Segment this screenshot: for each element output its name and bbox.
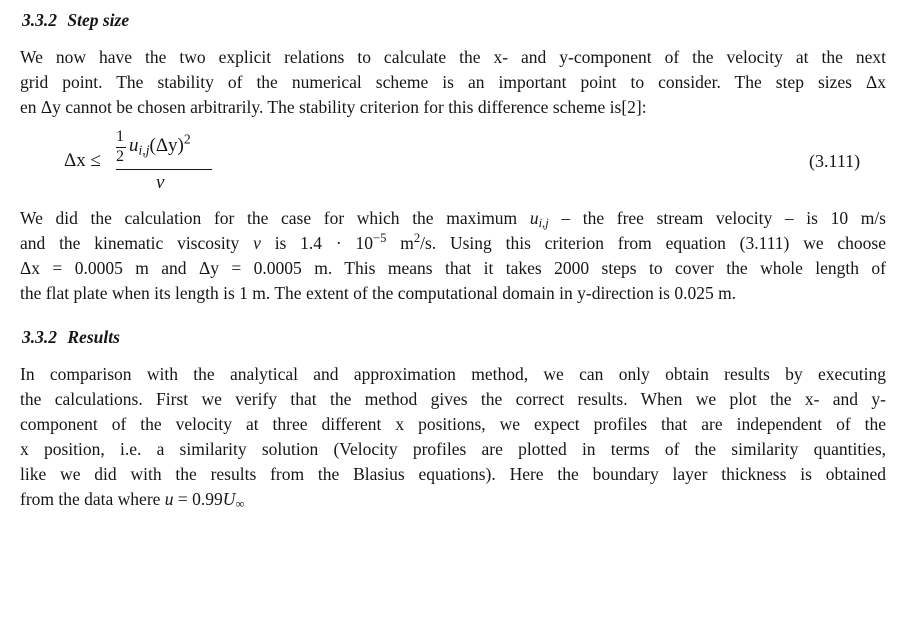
text-line: like we did with the results from the Blasius equations). Here the boundary layer thickness is obtained — [20, 464, 886, 484]
text-run: We did the calculation for the case for which the maximum — [20, 208, 530, 228]
text-run: is 1.4 · 10 — [260, 233, 373, 253]
text-run: from the data where — [20, 489, 165, 509]
section-number: 3.3.2 — [22, 327, 57, 347]
text-line: en Δy cannot be chosen arbitrarily. The stability criterion for this difference scheme is[2]: — [20, 97, 647, 117]
text-line — [20, 206, 886, 231]
equation-fraction — [116, 128, 212, 198]
section-number: 3.3.2 — [22, 10, 57, 30]
velocity-symbol: u — [129, 135, 139, 156]
exponent: −5 — [373, 231, 387, 246]
section-heading-results — [22, 327, 120, 348]
text-line: component of the velocity at three different x positions, we expect profiles that are independent of the — [20, 414, 886, 434]
equation-number: (3.111) — [809, 151, 861, 171]
section-heading-step-size — [22, 10, 129, 31]
velocity-symbol: u — [164, 489, 174, 509]
fraction-bar — [116, 169, 212, 170]
exponent: 2 — [413, 231, 421, 246]
text-line: x position, i.e. a similarity solution (Velocity profiles are plotted in terms of the similarity quantities, — [20, 439, 886, 459]
text-run: – the free stream velocity – is 10 m/s — [548, 208, 886, 228]
equation-lhs: Δx ≤ — [64, 150, 101, 171]
text-run: m — [386, 233, 414, 253]
text-run: and the kinematic viscosity — [20, 233, 254, 253]
equation-denominator: ν — [156, 172, 165, 193]
paragraph-step-size-values — [20, 206, 886, 306]
text-line: the flat plate when its length is 1 m. The extent of the computational domain in y-direction is 0.025 m. — [20, 283, 737, 303]
half-numerator: 1 — [116, 128, 124, 145]
delta-y-term: (Δy) — [149, 135, 184, 156]
text-run: /s. Using this criterion from equation (3.111) we choose — [420, 233, 886, 253]
freestream-velocity-symbol: U — [222, 489, 236, 509]
paragraph-step-size-intro — [20, 45, 886, 120]
text-line — [20, 231, 886, 256]
text-line: grid point. The stability of the numerical scheme is an important point to consider. The step sizes Δx — [20, 72, 886, 92]
equation-numerator — [129, 131, 191, 158]
text-run: = 0.99 — [173, 489, 223, 509]
viscosity-symbol: ν — [253, 233, 261, 253]
text-line: the calculations. First we verify that the method gives the correct results. When we plot the x- and y- — [20, 389, 886, 409]
text-line: Δx = 0.0005 m and Δy = 0.0005 m. This means that it takes 2000 steps to cover the whole length of — [20, 258, 886, 278]
section-title: Step size — [67, 10, 130, 30]
text-line: We now have the two explicit relations to calculate the x- and y-component of the velocity at the next — [20, 47, 886, 67]
infinity-subscript: ∞ — [235, 497, 245, 512]
half-denominator: 2 — [116, 148, 124, 165]
text-line: In comparison with the analytical and approximation method, we can only obtain results by executing — [20, 364, 886, 384]
velocity-symbol: u — [529, 208, 539, 228]
exponent: 2 — [183, 131, 191, 147]
paragraph-results — [20, 362, 886, 512]
velocity-subscript: i,j — [538, 216, 549, 231]
velocity-subscript: i,j — [138, 142, 150, 158]
text-line — [20, 487, 886, 512]
section-title: Results — [67, 327, 120, 347]
